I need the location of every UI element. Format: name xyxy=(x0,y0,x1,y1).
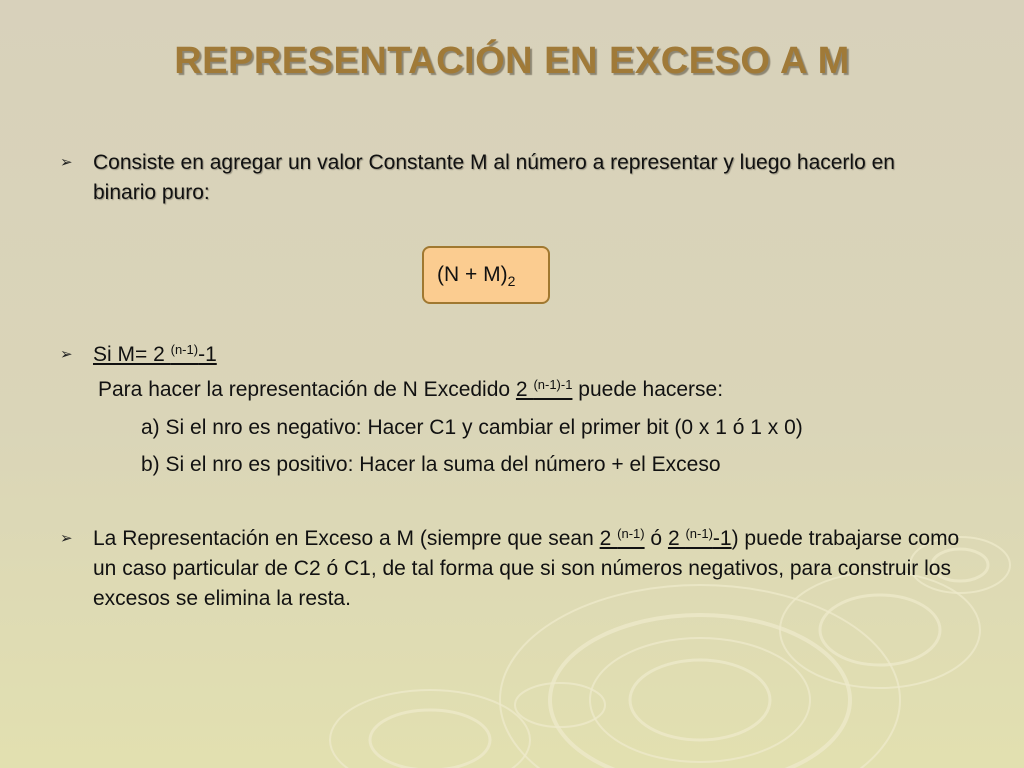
si-m-exponent: (n-1) xyxy=(170,342,199,357)
exceso-suffix: ) puede trabajarse como un caso particular de C2 ó C1, de tal forma que si son números negativos, para construir los excesos se elimina la resta. xyxy=(93,527,960,610)
exceso-expr-2 xyxy=(668,527,732,550)
formula-subscript: 2 xyxy=(507,273,516,289)
expr1-exponent: (n-1) xyxy=(617,526,645,541)
expr2-base: 2 xyxy=(667,527,686,550)
para-suffix: puede hacerse: xyxy=(572,378,724,401)
exceso-expr-1 xyxy=(600,527,645,550)
bullet-arrow-icon: ➢ xyxy=(60,346,73,363)
para-expr-exponent: (n-1)-1 xyxy=(533,377,573,392)
bullet-item-exceso xyxy=(60,524,980,614)
bullet-text xyxy=(93,340,217,370)
bullet-text: Consiste en agregar un valor Constante M al número a representar y luego hacerlo en binario puro: xyxy=(93,151,895,204)
para-expr-base: 2 xyxy=(515,378,534,401)
bullet-text xyxy=(93,524,978,614)
para-underlined-expr xyxy=(516,378,573,401)
exceso-prefix: La Representación en Exceso a M (siempre que sean xyxy=(93,527,600,550)
item-b: b) Si el nro es positivo: Hacer la suma del número + el Exceso xyxy=(141,453,721,476)
exceso-connector: ó xyxy=(644,527,668,550)
si-m-suffix: -1 xyxy=(198,343,217,366)
bullet-item-si-m xyxy=(60,340,217,370)
bullet-arrow-icon: ➢ xyxy=(60,154,73,171)
formula-text: (N + M) xyxy=(437,263,508,286)
bullet-arrow-icon: ➢ xyxy=(60,530,73,547)
si-m-prefix: Si M= 2 xyxy=(93,343,171,366)
expr2-exponent: (n-1) xyxy=(685,526,713,541)
expr1-base: 2 xyxy=(599,527,618,550)
para-excedido xyxy=(98,375,723,405)
slide-title: REPRESENTACIÓN EN EXCESO A M xyxy=(174,40,850,82)
formula-box xyxy=(422,246,550,304)
bullet-item-definition xyxy=(60,148,960,208)
para-prefix: Para hacer la representación de N Excedido xyxy=(98,378,516,401)
expr2-suffix: -1 xyxy=(712,527,732,550)
item-a: a) Si el nro es negativo: Hacer C1 y cambiar el primer bit (0 x 1 ó 1 x 0) xyxy=(141,416,803,439)
